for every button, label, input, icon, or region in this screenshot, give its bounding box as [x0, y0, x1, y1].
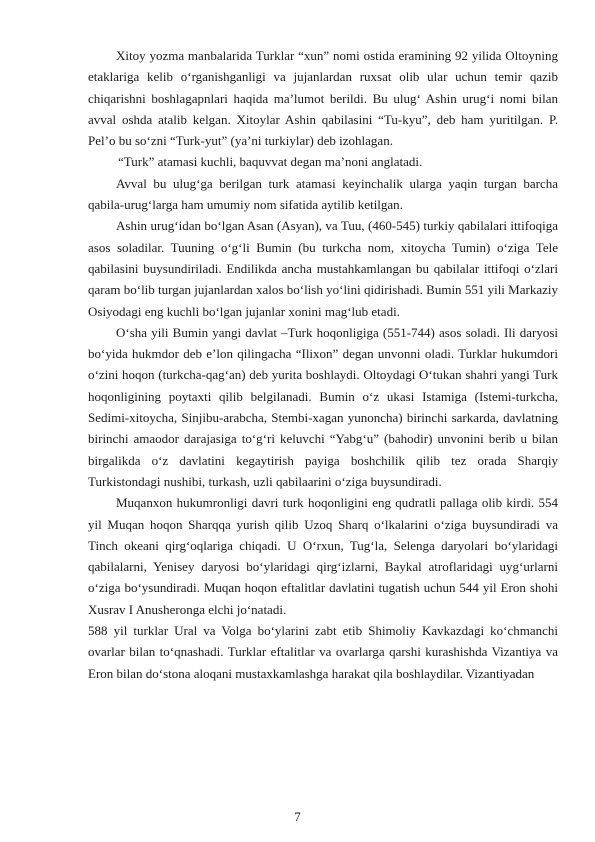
- paragraph-ashin-urugi: Ashin urug‘idan bo‘lgan Asan (Asyan), va Tuu, (460-545) turkiy qabilalari ittifoqiga asos soladilar. Tuuning o‘g‘li Bumin (bu turkcha nom, xitoycha Tumin) o‘ziga Tele qabilasini buysundiriladi. Endilikda ancha mustahkamlangan bu qabilalar ittifoqi o‘zlari qaram bo‘lib turgan jujanlardan xalos bo‘lish yo‘lini qidirishadi. Bumin 551 yili Markaziy Osiyodagi eng kuchli bo‘lgan jujanlar xonini mag‘lub etadi.: [88, 218, 558, 319]
- paragraph-turk-atamasi: “Turk” atamasi kuchli, baquvvat degan ma’noni anglatadi.: [118, 154, 423, 170]
- paragraph-avval-ulug: Avval bu ulug‘ga berilgan turk atamasi keyinchalik ularga yaqin turgan barcha qabila-urug‘larga ham umumiy nom sifatida aytilib ketilgan.: [88, 175, 558, 213]
- paragraph-ural-volga: 588 yil turklar Ural va Volga bo‘ylarini zabt etib Shimoliy Kavkazdagi ko‘chmanchi ovarlar bilan to‘qnashadi. Turklar eftalitlar va ovarlarga qarshi kurashishda Vizantiya va Eron bilan do‘stona aloqani mustaxkamlashga harakat qila boshlaydilar. Vizantiyadan: [88, 623, 558, 681]
- paragraph-bumin-davlati: O‘sha yili Bumin yangi davlat –Turk hoqonligiga (551-744) asos soladi. Ili daryosi bo‘yida hukmdor deb e’lon qilingacha “Ilixon” degan unvonni oladi. Turklar hukumdori o‘zini hoqon (turkcha-qag‘an) deb yurita boshlaydi. Oltoydagi O‘tukan shahri yangi Turk hoqonligining poytaxti qilib belgilanadi. Bumin o‘z ukasi Istamiga (Istemi-turkcha, Sedimi-xitoycha, Sinjibu-arabcha, Stembi-xagan yunoncha) birinchi sarkarda, davlatning birinchi amaodor darajasiga to‘g‘ri keluvchi “Yabg‘u” (bahodir) unvonini berib u bilan birgalikda o‘z davlatini kegaytirish payiga boshchilik qilib tez orada Sharqiy Turkistondagi nushibi, turkash, uzli qabilaarini o‘ziga buysundiradi.: [88, 324, 558, 489]
- document-page: [88, 45, 558, 684]
- paragraph-xitoy-manbalari: Xitoy yozma manbalarida Turklar “xun” nomi ostida eramining 92 yilida Oltoyning etaklariga kelib o‘rganishganligi va jujanlardan ruxsat olib ular uchun temir qazib chiqarishni boshlagapnlari haqida ma’lumot berildi. Bu ulug‘ Ashin urug‘i nomi bilan avval oshda atalib kelgan. Xitoylar Ashin qabilasini “Tu-kyu”, deb ham yuritilgan. P. Pel’o bu so‘zni “Turk-yut” (ya’ni turkiylar) deb izohlagan.: [88, 48, 558, 149]
- page-number: 7: [294, 809, 301, 824]
- paragraph-muqanxon: Muqanxon hukumronligi davri turk hoqonligini eng qudratli pallaga olib kirdi. 554 yil Muqan hoqon Sharqqa yurish qilib Uzoq Sharq o‘lkalarini o‘ziga buysundiradi va Tinch okeani qirg‘oqlariga chiqadi. U O‘rxun, Tug‘la, Selenga daryolari bo‘ylaridagi qabilalarni, Yenisey daryosi bo‘ylaridagi qirg‘izlarni, Baykal atroflaridagi uyg‘urlarni o‘ziga bo‘ysundiradi. Muqan hoqon eftalitlar davlatini tugatish uchun 544 yil Eron shohi Xusrav I Anusheronga elchi jo‘natadi.: [88, 495, 558, 617]
